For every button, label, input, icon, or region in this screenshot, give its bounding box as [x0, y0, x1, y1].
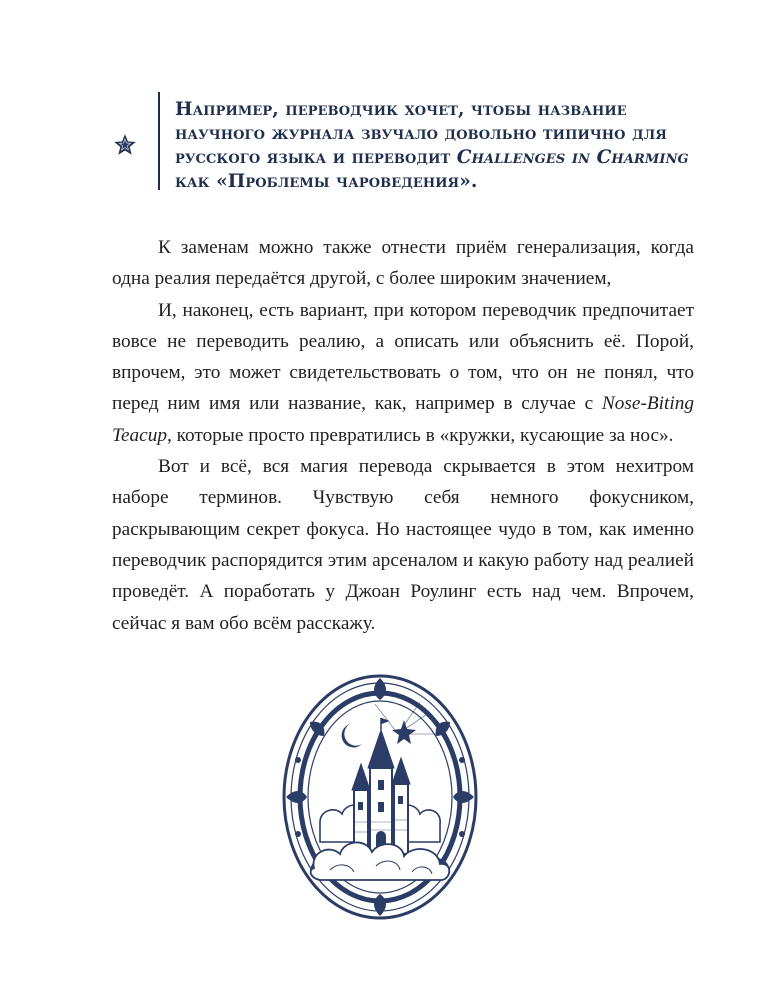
paragraph-1: К заменам можно также отнести приём генерализация, когда одна реалия передаётся другой, с более широким значением, [112, 237, 694, 290]
paragraph-2-start: И, наконец, есть вариант, при котором переводчик предпочитает вовсе не переводить реалию, а описать или объяснить её. Порой, впрочем, это может свидетельствовать о том, что он не понял, что перед ним имя или название, как, например в случае с [112, 299, 694, 415]
paragraph-2-end: , которые просто превратились в «кружки, кусающие за нос». [167, 424, 674, 446]
body-text [112, 232, 694, 639]
callout-rule [158, 92, 160, 190]
paragraph-2-italic: Nose-Biting Teacup [112, 393, 694, 446]
callout-text [175, 98, 705, 194]
callout-block [110, 92, 700, 192]
callout-text-end: как «Проблемы чароведения». [175, 171, 478, 192]
castle-emblem-icon [280, 672, 480, 922]
paragraph-3: Вот и всё, вся магия перевода скрывается в этом нехитром наборе терминов. Чувствую себя немного фокусником, раскрывающим секрет фокуса. Но настоящее чудо в том, как именно переводчик распорядится этим арсеналом и какую работу над реалией проведёт. А поработать у Джоан Роулинг есть над чем. Впрочем, сейчас я вам обо всём расскажу. [112, 456, 694, 634]
callout-italic-title: Challenges in Charming [456, 147, 689, 168]
star-icon [114, 134, 136, 156]
callout-text-start: Например, переводчик хочет, чтобы название научного журнала звучало довольно типично для русского языка и переводит [175, 99, 667, 168]
paragraph-2 [112, 295, 694, 451]
